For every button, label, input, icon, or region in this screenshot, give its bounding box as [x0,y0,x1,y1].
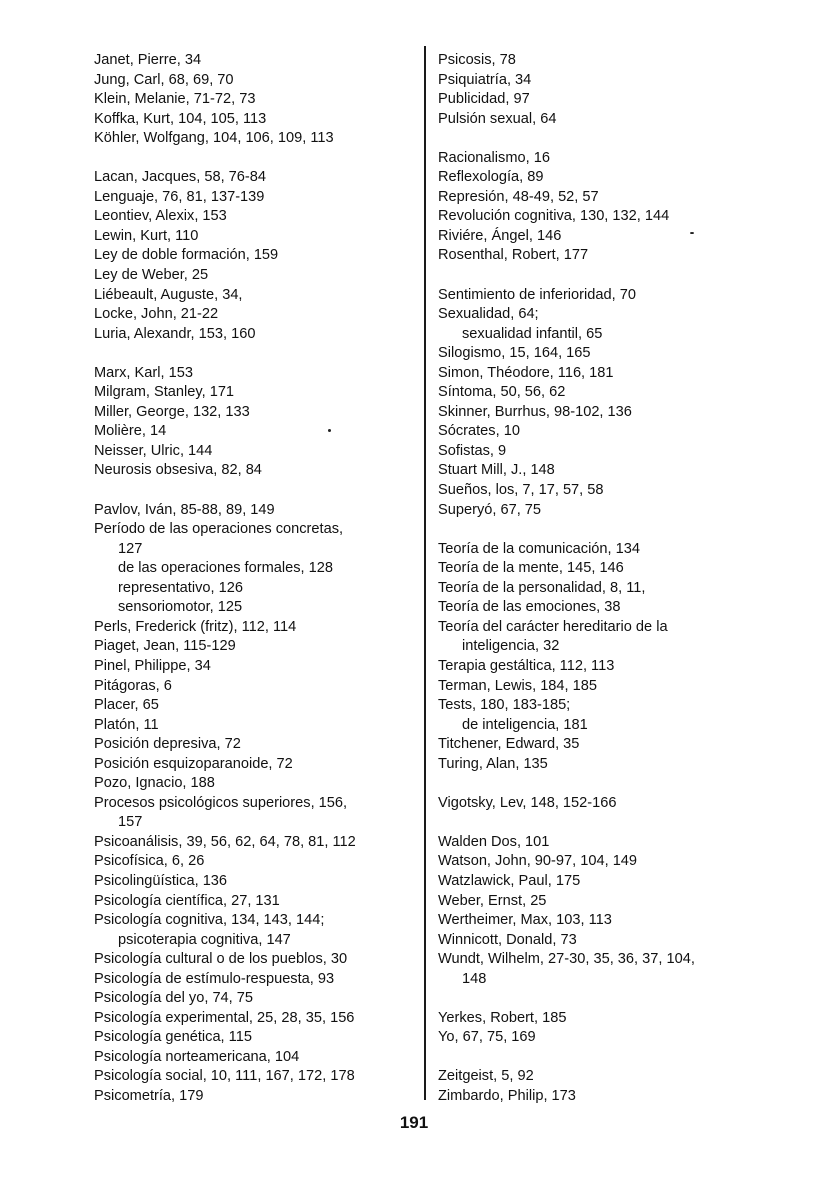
index-entry: Riviére, Ángel, 146 [438,227,562,244]
index-entry: Silogismo, 15, 164, 165 [438,345,591,362]
index-entry: Zeitgeist, 5, 92 [438,1068,534,1085]
index-entry: Psicología norteamericana, 104 [94,1048,300,1065]
index-entry: Leontiev, Alexix, 153 [94,208,227,225]
index-gap [94,344,412,364]
index-entry: Psicometría, 179 [94,1087,204,1104]
index-entry: Psicología genética, 115 [94,1029,252,1046]
index-entry: Pinel, Philippe, 34 [94,657,211,674]
index-entry: Vigotsky, Lev, 148, 152-166 [438,794,617,811]
index-entry: Pitágoras, 6 [94,677,172,694]
index-entry: Racionalismo, 16 [438,149,550,166]
index-subentry: 157 [118,814,143,831]
index-entry: Molière, 14 [94,423,167,440]
index-entry: Pozo, Ignacio, 188 [94,775,215,792]
index-entry: Lewin, Kurt, 110 [94,227,199,244]
index-entry: Psicología cultural o de los pueblos, 30 [94,951,348,968]
index-gap [438,520,738,540]
index-subentry: de las operaciones formales, 128 [118,560,333,577]
index-entry: Teoría de la mente, 145, 146 [438,560,624,577]
index-entry: Psicología social, 10, 111, 167, 172, 178 [94,1068,355,1085]
index-entry: Luria, Alexandr, 153, 160 [94,325,256,342]
index-entry: Sentimiento de inferioridad, 70 [438,286,636,303]
index-entry: Superyó, 67, 75 [438,501,542,518]
index-entry: Reflexología, 89 [438,169,544,186]
index-subentry: 127 [118,540,143,557]
index-entry: Köhler, Wolfgang, 104, 106, 109, 113 [94,130,334,147]
index-gap [438,1048,738,1068]
index-subentry: de inteligencia, 181 [462,716,588,733]
index-gap [438,774,738,794]
index-entry: Janet, Pierre, 34 [94,52,202,68]
index-gap [94,149,412,169]
index-entry: Psicología experimental, 25, 28, 35, 156 [94,1009,355,1026]
index-entry: Terapia gestáltica, 112, 113 [438,657,615,674]
index-entry: Psiquiatría, 34 [438,71,532,88]
index-entry: Piaget, Jean, 115-129 [94,638,236,655]
index-entry: Teoría del carácter hereditario de la [438,618,668,635]
index-entry: Psicofísica, 6, 26 [94,853,205,870]
index-entry: Yerkes, Robert, 185 [438,1009,567,1026]
index-entry: Wundt, Wilhelm, 27-30, 35, 36, 37, 104, [438,951,695,968]
index-entry: Publicidad, 97 [438,91,530,108]
index-gap [438,266,738,286]
index-entry: Winnicott, Donald, 73 [438,931,577,948]
index-entry: Zimbardo, Philip, 173 [438,1087,576,1104]
index-entry: Neisser, Ulric, 144 [94,442,213,459]
index-entry: Pulsión sexual, 64 [438,110,557,127]
index-entry: Psicología de estímulo-respuesta, 93 [94,970,335,987]
index-entry: Ley de doble formación, 159 [94,247,279,264]
index-subentry: sexualidad infantil, 65 [462,325,603,342]
index-entry: Perls, Frederick (fritz), 112, 114 [94,618,297,635]
index-entry: Jung, Carl, 68, 69, 70 [94,71,234,88]
index-gap [438,129,738,149]
index-entry: Milgram, Stanley, 171 [94,384,235,401]
index-entry: Titchener, Edward, 35 [438,736,580,753]
index-entry: Stuart Mill, J., 148 [438,462,555,479]
index-column-left [94,51,412,1107]
index-entry: Locke, John, 21-22 [94,306,219,323]
index-entry: Psicología científica, 27, 131 [94,892,280,909]
index-entry: Posición depresiva, 72 [94,736,241,753]
index-entry: Revolución cognitiva, 130, 132, 144 [438,208,670,225]
index-entry: Pavlov, Iván, 85-88, 89, 149 [94,501,275,518]
print-speck [690,232,694,234]
index-gap [438,989,738,1009]
index-column-right [438,51,738,1107]
index-entry: Klein, Melanie, 71-72, 73 [94,91,256,108]
index-entry: Neurosis obsesiva, 82, 84 [94,462,262,479]
index-entry: Tests, 180, 183-185; [438,697,571,714]
index-entry: Walden Dos, 101 [438,833,550,850]
index-entry: Marx, Karl, 153 [94,364,193,381]
index-entry: Teoría de la comunicación, 134 [438,540,641,557]
index-entry: Psicoanálisis, 39, 56, 62, 64, 78, 81, 112 [94,833,356,850]
index-entry: Psicología del yo, 74, 75 [94,990,254,1007]
index-subentry: psicoterapia cognitiva, 147 [118,931,291,948]
index-entry: Represión, 48-49, 52, 57 [438,188,599,205]
index-entry: Síntoma, 50, 56, 62 [438,384,566,401]
index-subentry: representativo, 126 [118,579,243,596]
index-entry: Koffka, Kurt, 104, 105, 113 [94,110,267,127]
page-number: 191 [399,1113,429,1132]
index-gap [94,481,412,501]
index-entry: Sexualidad, 64; [438,306,539,323]
index-entry: Posición esquizoparanoide, 72 [94,755,293,772]
column-divider [424,46,426,1100]
index-subentry: 148 [462,970,487,987]
index-entry: Liébeault, Auguste, 34, [94,286,243,303]
index-entry: Teoría de las emociones, 38 [438,599,621,616]
index-entry: Rosenthal, Robert, 177 [438,247,589,264]
index-entry: Watson, John, 90-97, 104, 149 [438,853,638,870]
index-subentry: inteligencia, 32 [462,638,560,655]
index-entry: Skinner, Burrhus, 98-102, 136 [438,403,632,420]
index-entry: Weber, Ernst, 25 [438,892,547,909]
index-entry: Ley de Weber, 25 [94,267,209,284]
index-entry: Teoría de la personalidad, 8, 11, [438,579,646,596]
index-entry: Platón, 11 [94,716,159,733]
index-entry: Watzlawick, Paul, 175 [438,872,581,889]
index-entry: Sofistas, 9 [438,442,507,459]
index-entry: Sueños, los, 7, 17, 57, 58 [438,482,604,499]
index-entry: Turing, Alan, 135 [438,755,548,772]
index-gap [438,813,738,833]
index-entry: Lenguaje, 76, 81, 137-139 [94,188,265,205]
index-subentry: sensoriomotor, 125 [118,599,243,616]
print-speck [328,429,331,432]
index-entry: Lacan, Jacques, 58, 76-84 [94,169,267,186]
index-entry: Placer, 65 [94,697,159,714]
index-entry: Psicolingüística, 136 [94,872,228,889]
index-entry: Simon, Théodore, 116, 181 [438,364,614,381]
index-entry: Terman, Lewis, 184, 185 [438,677,597,694]
index-entry: Psicología cognitiva, 134, 143, 144; [94,912,325,929]
index-entry: Período de las operaciones concretas, [94,521,344,538]
index-entry: Sócrates, 10 [438,423,520,440]
index-entry: Psicosis, 78 [438,52,516,68]
index-entry: Miller, George, 132, 133 [94,403,250,420]
index-entry: Procesos psicológicos superiores, 156, [94,794,348,811]
index-entry: Wertheimer, Max, 103, 113 [438,912,612,929]
index-entry: Yo, 67, 75, 169 [438,1029,536,1046]
